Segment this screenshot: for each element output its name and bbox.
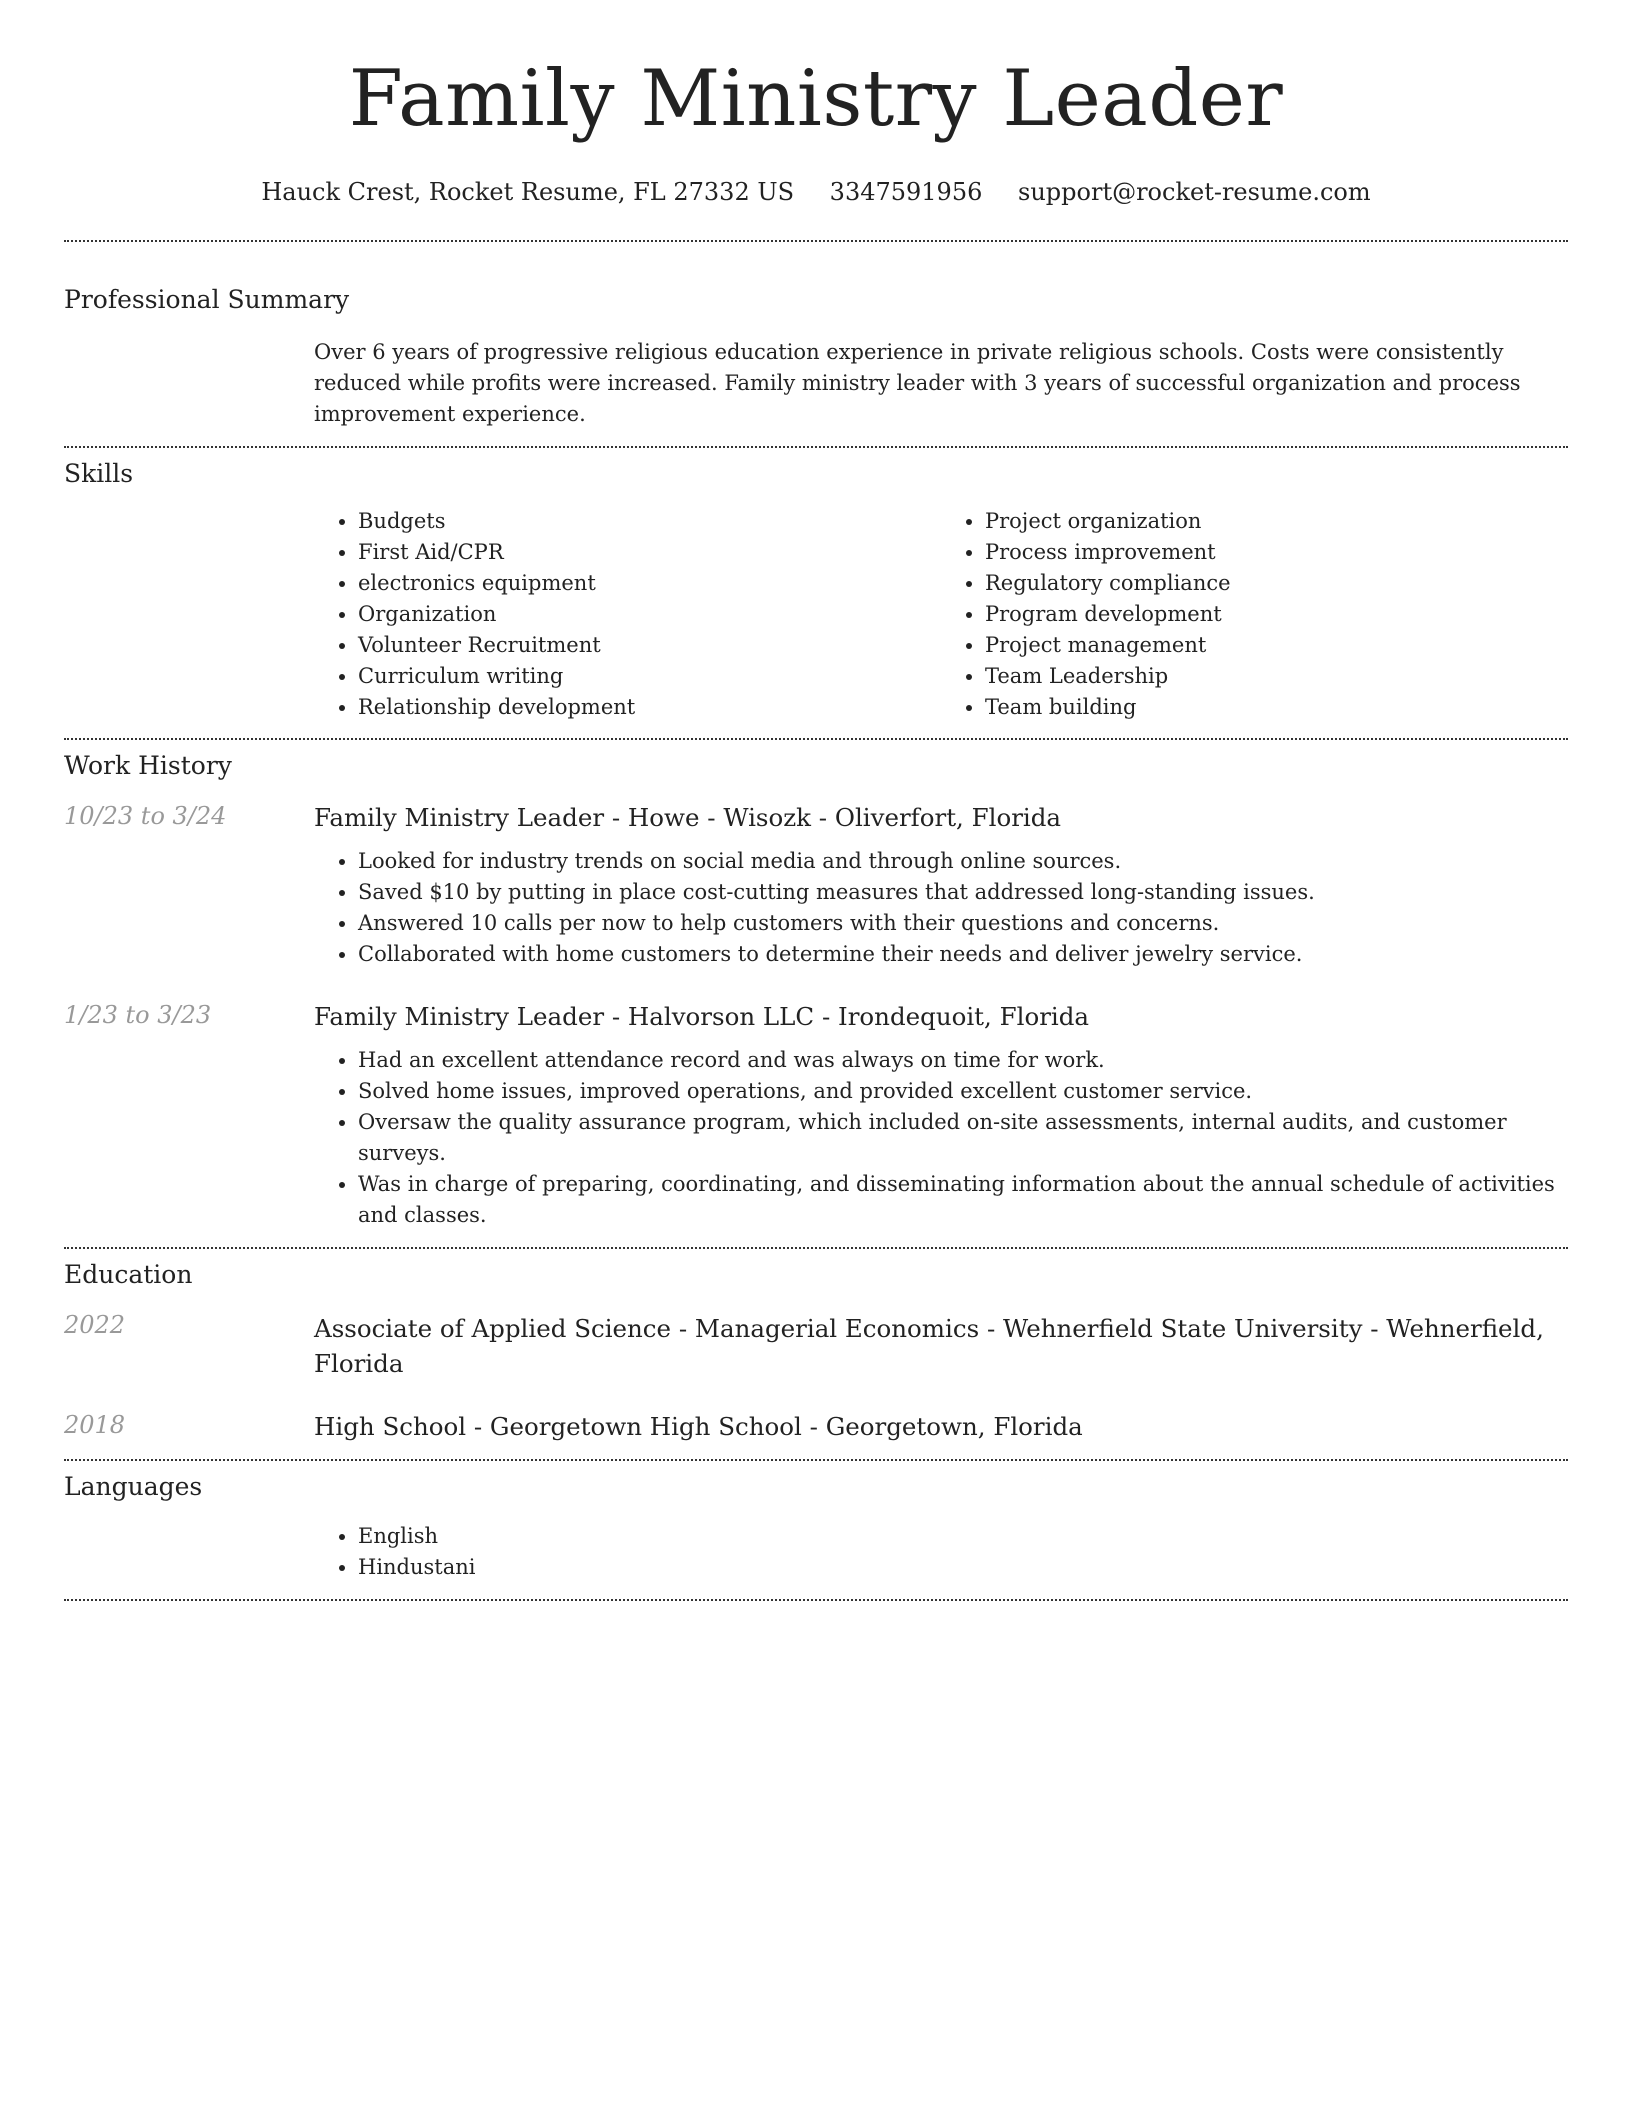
job-bullet: • Saved $10 by putting in place cost-cutting measures that addressed long-standing issues. — [358, 877, 1568, 908]
skill-item: • Project organization — [985, 506, 1568, 537]
work-section — [64, 751, 1568, 1231]
skills-section — [64, 459, 1568, 723]
job-bullet: • Collaborated with home customers to determine their needs and deliver jewelry service. — [358, 939, 1568, 970]
education-section — [64, 1260, 1568, 1443]
languages-list — [314, 1521, 1568, 1583]
education-entry — [64, 1411, 1568, 1443]
skill-item: • Regulatory compliance — [985, 568, 1568, 599]
contact-email: support@rocket-resume.com — [1018, 178, 1371, 206]
skill-item: • Relationship development — [358, 692, 941, 723]
skill-item: • Organization — [358, 599, 941, 630]
summary-section — [64, 285, 1568, 430]
job-dates: 1/23 to 3/23 — [64, 1001, 212, 1029]
skill-item: • Project management — [985, 630, 1568, 661]
education-title: Education — [64, 1260, 193, 1289]
skills-list-right — [941, 506, 1568, 723]
skill-item: • Program development — [985, 599, 1568, 630]
skill-item: • Process improvement — [985, 537, 1568, 568]
skill-item: • Team Leadership — [985, 661, 1568, 692]
job-heading: Family Ministry Leader - Halvorson LLC - Irondequoit, Florida — [314, 1002, 1090, 1031]
contact-line — [64, 178, 1568, 206]
candidate-name: Family Ministry Leader — [348, 54, 1284, 144]
skills-title: Skills — [64, 459, 134, 488]
job-bullets — [314, 1045, 1568, 1231]
education-year: 2018 — [64, 1411, 126, 1439]
job-bullet: • Solved home issues, improved operations, and provided excellent customer service. — [358, 1076, 1568, 1107]
language-item: • English — [358, 1521, 1568, 1552]
education-divider — [64, 1459, 1568, 1461]
summary-left-column — [64, 337, 314, 430]
job-heading: Family Ministry Leader - Howe - Wisozk - Oliverfort, Florida — [314, 803, 1062, 832]
languages-divider — [64, 1599, 1568, 1601]
skills-left-column — [64, 506, 314, 723]
work-title: Work History — [64, 751, 232, 780]
education-heading: Associate of Applied Science - Managerial Economics - Wehnerfield State University - Wehnerfield, Florida — [314, 1314, 1544, 1378]
languages-section — [64, 1472, 1568, 1583]
job-bullet: • Had an excellent attendance record and was always on time for work. — [358, 1045, 1568, 1076]
job-bullet: • Oversaw the quality assurance program, which included on-site assessments, internal audits, and customer surveys. — [358, 1107, 1568, 1169]
job-bullet: • Was in charge of preparing, coordinating, and disseminating information about the annual schedule of activities and classes. — [358, 1169, 1568, 1231]
languages-left-column — [64, 1521, 314, 1583]
job-dates: 10/23 to 3/24 — [64, 802, 227, 830]
education-heading: High School - Georgetown High School - Georgetown, Florida — [314, 1412, 1083, 1441]
summary-title: Professional Summary — [64, 285, 350, 314]
education-entry — [64, 1311, 1568, 1381]
languages-title: Languages — [64, 1472, 203, 1501]
job-entry — [64, 1001, 1568, 1231]
contact-phone: 3347591956 — [829, 178, 983, 206]
job-bullet: • Answered 10 calls per now to help customers with their questions and concerns. — [358, 908, 1568, 939]
job-entry — [64, 802, 1568, 970]
skill-item: • Team building — [985, 692, 1568, 723]
skills-list-left — [314, 506, 941, 723]
skill-item: • Curriculum writing — [358, 661, 941, 692]
skill-item: • Budgets — [358, 506, 941, 537]
summary-divider — [64, 446, 1568, 448]
education-year: 2022 — [64, 1311, 126, 1339]
header-divider — [64, 240, 1568, 242]
skills-divider — [64, 738, 1568, 740]
skill-item: • First Aid/CPR — [358, 537, 941, 568]
contact-address: Hauck Crest, Rocket Resume, FL 27332 US — [261, 178, 795, 206]
language-item: • Hindustani — [358, 1552, 1568, 1583]
skill-item: • Volunteer Recruitment — [358, 630, 941, 661]
job-bullet: • Looked for industry trends on social media and through online sources. — [358, 846, 1568, 877]
job-bullets — [314, 846, 1568, 970]
work-divider — [64, 1247, 1568, 1249]
skill-item: • electronics equipment — [358, 568, 941, 599]
summary-text: Over 6 years of progressive religious education experience in private religious schools. Costs were consistently reduced while profits were increased. Family ministry leader with 3 years of successful organization and process improvement experience. — [314, 340, 1521, 426]
